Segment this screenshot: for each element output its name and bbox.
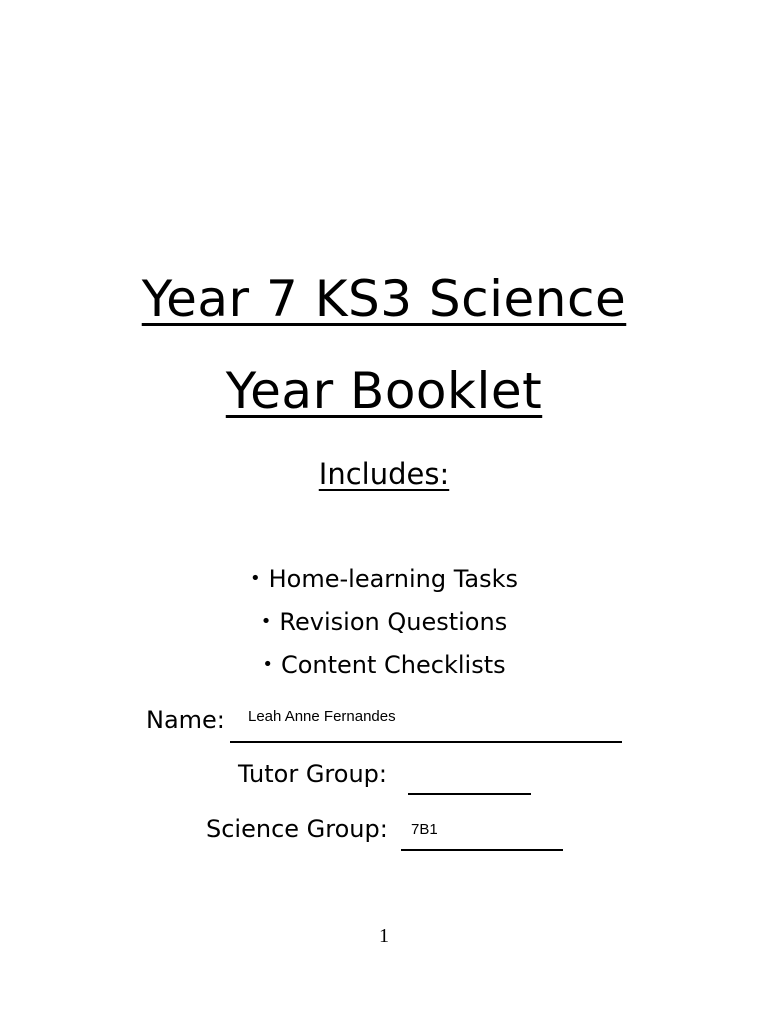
list-item — [0, 653, 768, 677]
includes-heading-text: Includes: — [318, 457, 450, 491]
tutor-group-field[interactable] — [408, 767, 531, 795]
list-item — [0, 610, 768, 634]
name-value: Leah Anne Fernandes — [248, 708, 396, 725]
list-item — [0, 567, 768, 591]
list-item-text: Revision Questions — [279, 608, 508, 636]
page-number: 1 — [379, 925, 389, 947]
bullet-icon: • — [260, 611, 272, 632]
bullet-icon: • — [250, 568, 261, 589]
title-line-2-text: Year Booklet — [225, 362, 543, 420]
list-item-text: Content Checklists — [280, 651, 506, 679]
title-line-2 — [0, 362, 768, 420]
title-line-1 — [0, 270, 768, 328]
list-item-text: Home-learning Tasks — [268, 565, 518, 593]
includes-heading — [0, 457, 768, 491]
bullet-icon: • — [262, 654, 273, 675]
title-line-1-text: Year 7 KS3 Science — [141, 270, 627, 328]
science-group-value: 7B1 — [411, 821, 438, 838]
name-label: Name: — [146, 706, 225, 734]
science-group-label: Science Group: — [206, 815, 388, 843]
tutor-group-label: Tutor Group: — [238, 760, 387, 788]
